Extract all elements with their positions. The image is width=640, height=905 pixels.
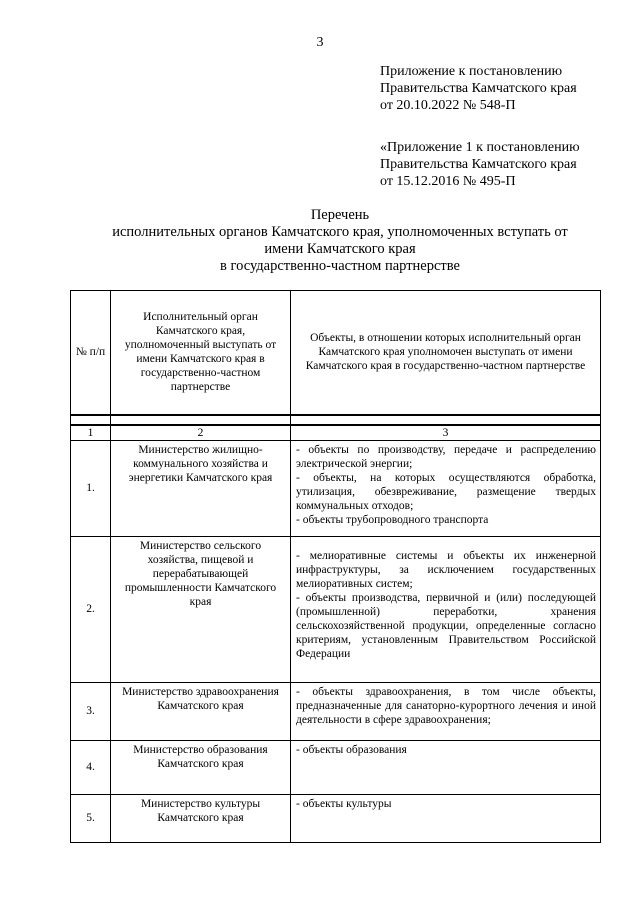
title-line2: исполнительных органов Камчатского края, уполномоченных вступать от [112, 224, 568, 240]
row-number: 4. [71, 740, 111, 794]
appendix-original-line2: Правительства Камчатского края [380, 157, 577, 172]
row-objects [291, 740, 601, 794]
object-item: - объекты производства, первичной и (или) последующей (промышленной) переработки, хранения сельскохозяйственной продукции, определенные согласно критериям, установленным Правительством Российской Федерации [296, 591, 596, 660]
table-row [71, 682, 601, 740]
object-item: - объекты здравоохранения, в том числе объекты, предназначенные для санаторно-курортного лечения и иной деятельности в сфере здравоохранения; [296, 685, 596, 726]
object-item: - объекты, на которых осуществляются обработка, утилизация, обезвреживание, размещение твердых коммунальных отходов; [296, 471, 596, 512]
row-objects [291, 440, 601, 536]
row-objects [291, 682, 601, 740]
header-gap-row [71, 415, 601, 425]
row-number: 5. [71, 794, 111, 842]
column-number-row [71, 425, 601, 441]
row-organ: Министерство сельского хозяйства, пищевой и перерабатывающей промышленности Камчатского края [111, 536, 291, 682]
appendix-current [380, 63, 577, 114]
row-number: 1. [71, 440, 111, 536]
appendix-current-line3: от 20.10.2022 № 548-П [380, 98, 516, 113]
organs-table [70, 290, 601, 843]
column-number: 2 [111, 425, 291, 441]
title-line3: имени Камчатского края [264, 241, 416, 257]
document-title [60, 207, 620, 275]
appendix-original [380, 139, 580, 190]
header-num: № п/п [71, 291, 111, 415]
appendix-current-line1: Приложение к постановлению [380, 64, 563, 79]
row-objects [291, 536, 601, 682]
table-row [71, 440, 601, 536]
header-objects: Объекты, в отношении которых исполнительный орган Камчатского края уполномочен выступать от имени Камчатского края в государственно-частном партнерстве [291, 291, 601, 415]
gap-cell [71, 415, 111, 425]
row-organ: Министерство жилищно-коммунального хозяйства и энергетики Камчатского края [111, 440, 291, 536]
object-item: - объекты по производству, передаче и распределению электрической энергии; [296, 443, 596, 470]
table-row [71, 794, 601, 842]
object-item: - мелиоративные системы и объекты их инженерной инфраструктуры, за исключением государственных мелиоративных систем; [296, 549, 596, 590]
row-objects [291, 794, 601, 842]
column-number: 1 [71, 425, 111, 441]
page-number: 3 [316, 35, 324, 50]
object-item: - объекты трубопроводного транспорта [296, 513, 489, 526]
column-number: 3 [291, 425, 601, 441]
title-line1: Перечень [310, 207, 370, 223]
table-row [71, 740, 601, 794]
row-number: 2. [71, 536, 111, 682]
row-organ: Министерство культуры Камчатского края [111, 794, 291, 842]
object-item: - объекты образования [296, 743, 407, 756]
gap-cell [291, 415, 601, 425]
row-organ: Министерство образования Камчатского края [111, 740, 291, 794]
gap-cell [111, 415, 291, 425]
object-item: - объекты культуры [296, 797, 392, 810]
appendix-original-line3: от 15.12.2016 № 495-П [380, 174, 516, 189]
table-header-row [71, 291, 601, 415]
appendix-original-line1: «Приложение 1 к постановлению [380, 140, 580, 155]
row-organ: Министерство здравоохранения Камчатского края [111, 682, 291, 740]
table-row [71, 536, 601, 682]
header-organ: Исполнительный орган Камчатского края, уполномоченный выступать от имени Камчатского края в государственно-частном партнерстве [111, 291, 291, 415]
row-number: 3. [71, 682, 111, 740]
appendix-current-line2: Правительства Камчатского края [380, 81, 577, 96]
title-line4: в государственно-частном партнерстве [220, 258, 460, 274]
